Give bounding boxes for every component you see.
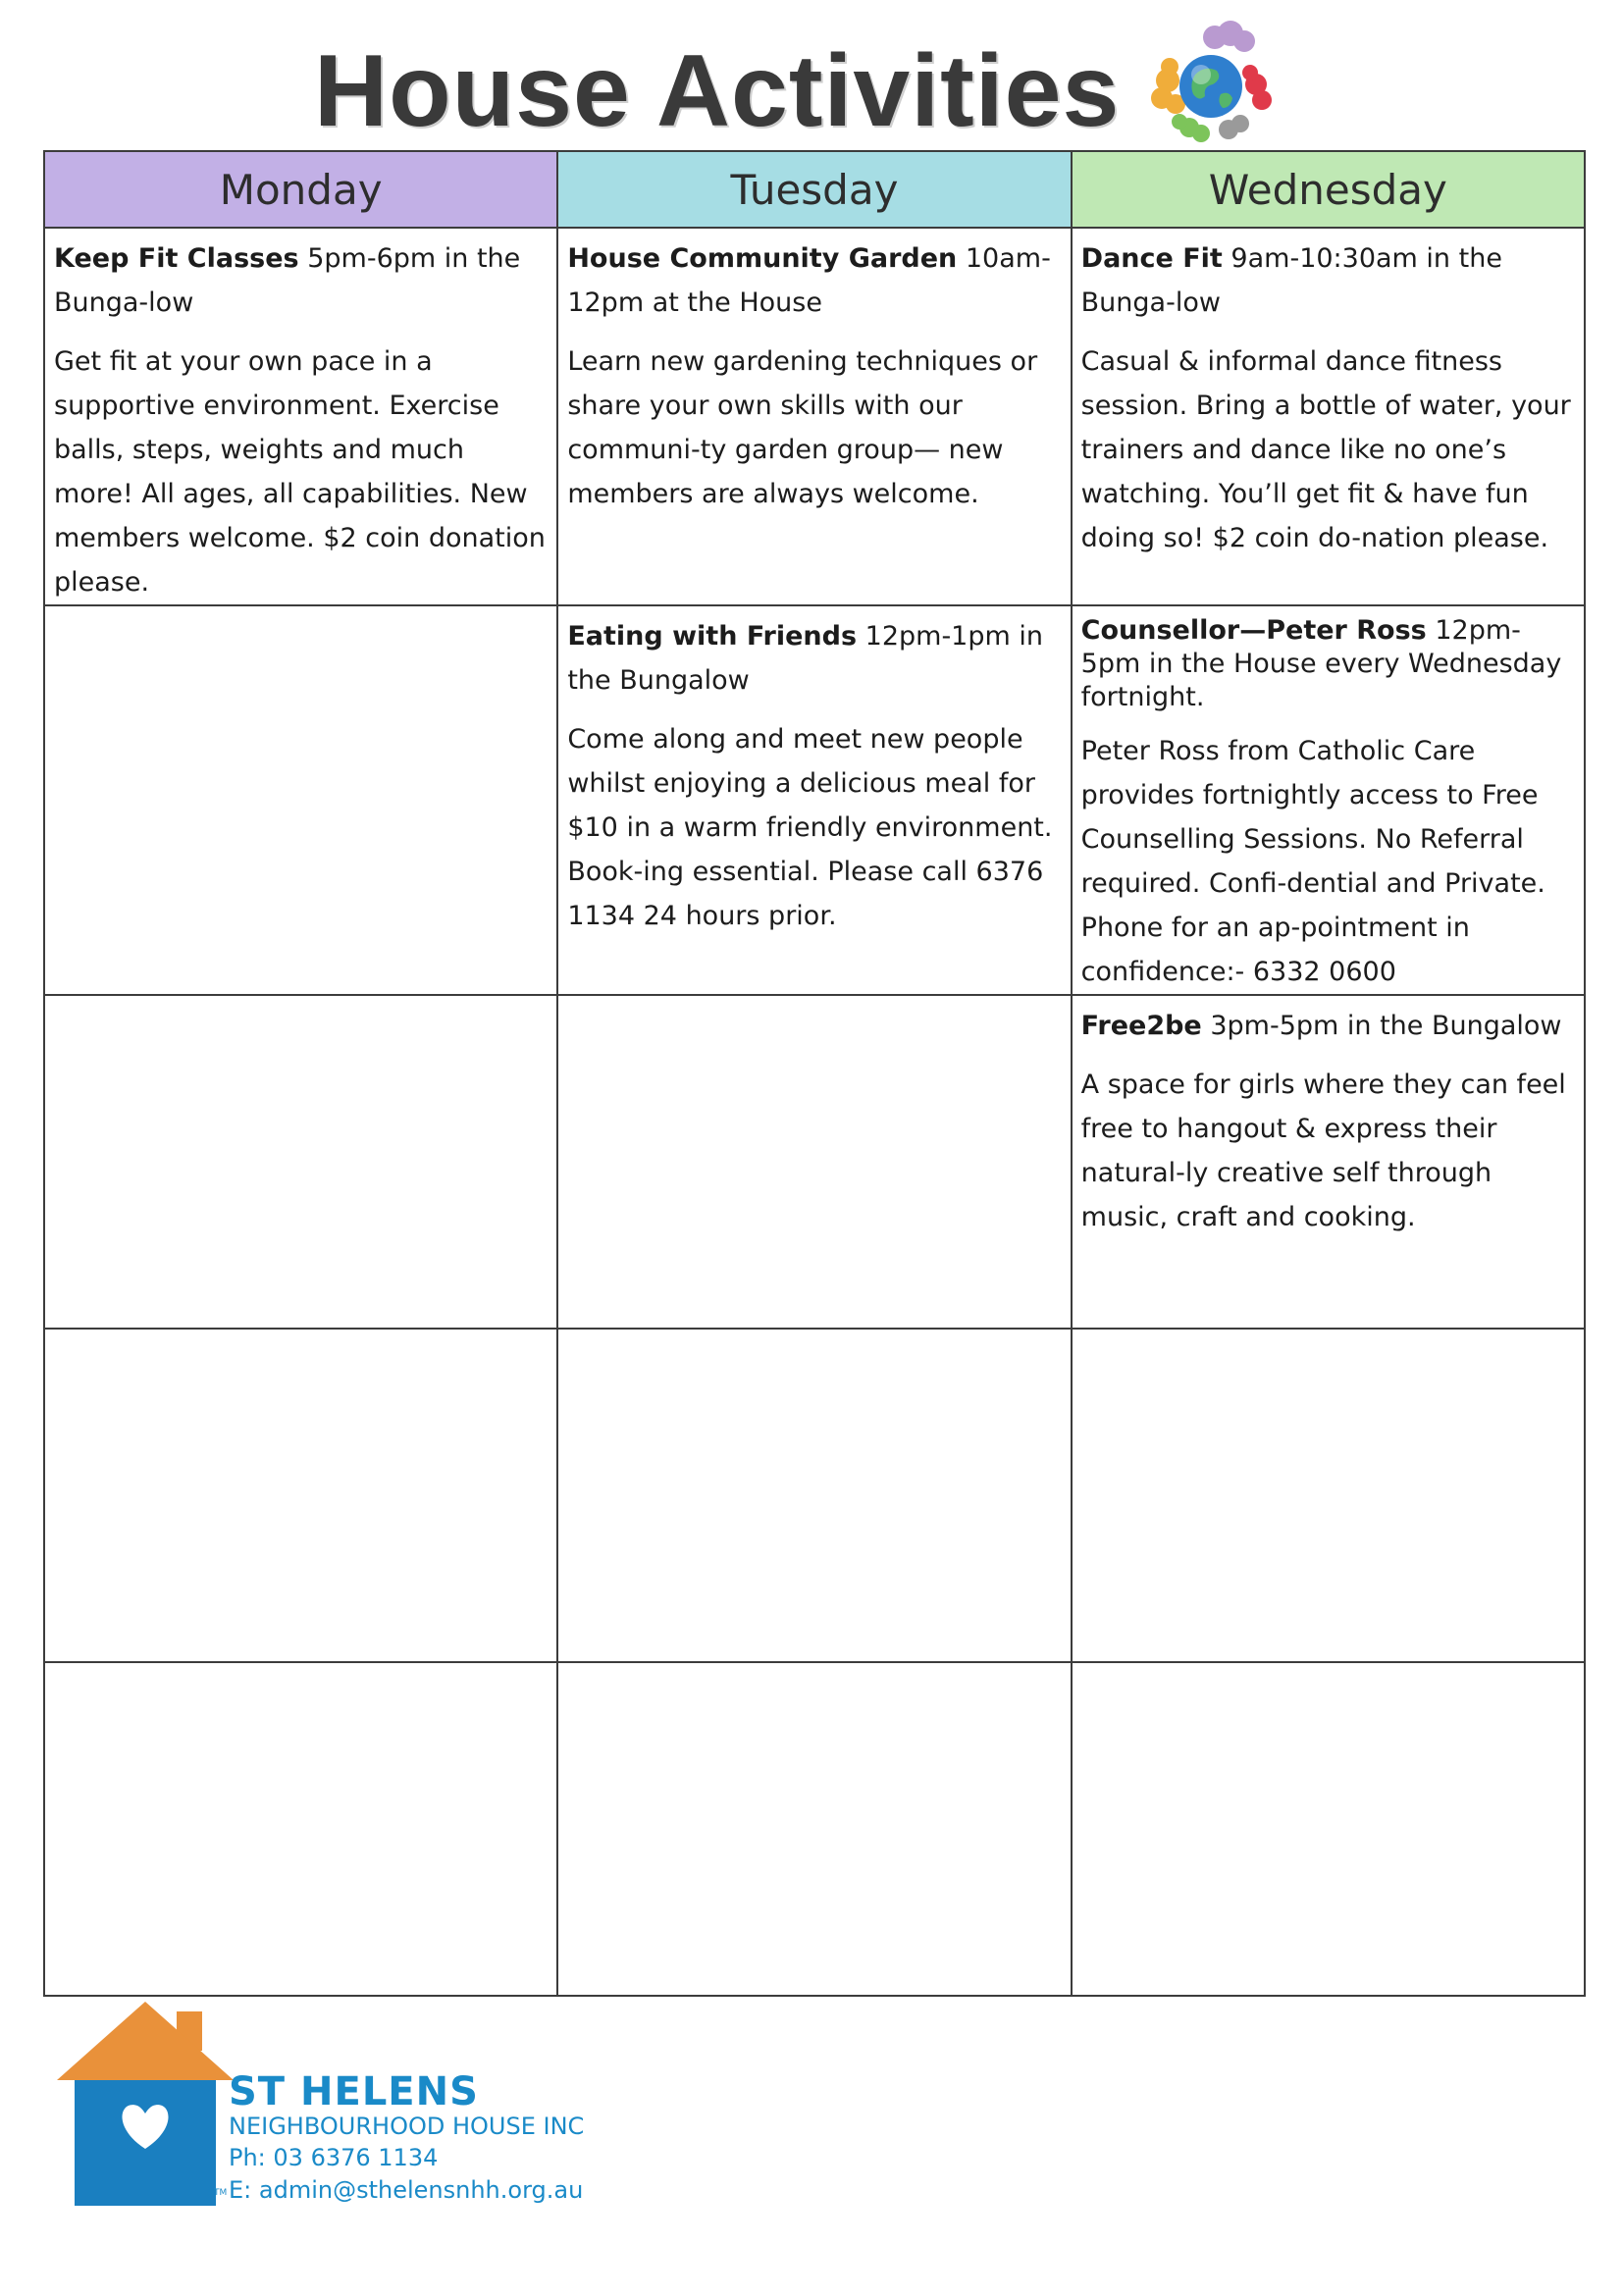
org-phone: Ph: 03 6376 1134 — [229, 2144, 439, 2171]
activity-cell — [1072, 228, 1585, 605]
activity-description: A space for girls where they can feel free to hangout & express their natural-ly creative self through music, craft and cooking. — [1080, 1070, 1566, 1232]
activity-details: 10am-12pm at the House — [567, 243, 1051, 318]
org-name: ST HELENS — [229, 2069, 479, 2114]
empty-cell — [44, 605, 557, 995]
activity-description: Learn new gardening techniques or share your own skills with our communi-ty garden group— new members are always welcome. — [567, 346, 1038, 509]
activity-heading — [567, 614, 1061, 703]
table-row — [44, 1662, 1585, 1996]
header-wednesday: Wednesday — [1072, 151, 1585, 228]
activity-description: Come along and meet new people whilst enjoying a delicious meal for $10 in a warm friendly environment. Book-ing essential. Please call 6376 1134 24 hours prior. — [567, 724, 1053, 931]
table-row — [44, 1329, 1585, 1662]
activity-name: Eating with Friends — [567, 621, 858, 652]
activity-details: 3pm-5pm in the Bungalow — [1201, 1011, 1562, 1041]
activity-description: Casual & informal dance fitness session. Bring a bottle of water, your trainers and dance like no one’s watching. You’ll get fit & have fun doing so! $2 coin do-nation please. — [1080, 346, 1571, 553]
activity-heading — [1081, 1004, 1575, 1048]
activity-name: Counsellor—Peter Ross — [1080, 615, 1427, 646]
activity-cell — [44, 228, 557, 605]
table-row — [44, 605, 1585, 995]
activity-heading — [54, 236, 548, 325]
trademark-mark: TM — [214, 2188, 228, 2198]
activity-name: House Community Garden — [567, 243, 958, 274]
activity-cell — [557, 228, 1071, 605]
activity-cell — [1072, 995, 1585, 1329]
activity-details: 5pm-6pm in the Bunga-low — [54, 243, 521, 318]
org-subtitle: NEIGHBOURHOOD HOUSE INC — [229, 2113, 585, 2140]
activity-cell — [1072, 605, 1585, 995]
globe-people-logo-icon — [1119, 20, 1295, 147]
org-logo — [57, 2002, 606, 2218]
empty-cell — [557, 1662, 1071, 1996]
empty-cell — [557, 1329, 1071, 1662]
table-row — [44, 228, 1585, 605]
activity-details: 12pm-1pm in the Bungalow — [567, 621, 1043, 696]
empty-cell — [1072, 1329, 1585, 1662]
house-heart-icon — [57, 2002, 234, 2208]
activity-name: Keep Fit Classes — [54, 243, 299, 274]
activity-name: Dance Fit — [1080, 243, 1223, 274]
activity-heading — [1081, 236, 1575, 325]
activity-heading — [567, 236, 1061, 325]
header-monday: Monday — [44, 151, 557, 228]
empty-cell — [44, 1662, 557, 1996]
activities-schedule-table — [43, 150, 1586, 1997]
header-tuesday: Tuesday — [557, 151, 1071, 228]
activity-heading — [1081, 614, 1575, 714]
org-email: E: admin@sthelensnhh.org.au — [229, 2176, 584, 2204]
activity-name: Free2be — [1080, 1011, 1202, 1041]
activity-details: 12pm-5pm in the House every Wednesday fortnight. — [1080, 615, 1562, 712]
activity-description: Peter Ross from Catholic Care provides fortnightly access to Free Counselling Sessions. No Referral required. Confi-dential and Private. Phone for an ap-pointment in confidence:- 6332 0600 — [1080, 736, 1545, 987]
empty-cell — [557, 995, 1071, 1329]
activity-cell — [557, 605, 1071, 995]
empty-cell — [1072, 1662, 1585, 1996]
empty-cell — [44, 1329, 557, 1662]
activity-details: 9am-10:30am in the Bunga-low — [1080, 243, 1502, 318]
empty-cell — [44, 995, 557, 1329]
page-title: House Activities — [314, 34, 1121, 148]
table-row — [44, 995, 1585, 1329]
activity-description: Get fit at your own pace in a supportive environment. Exercise balls, steps, weights and much more! All ages, all capabilities. New members welcome. $2 coin donation please. — [54, 346, 546, 598]
